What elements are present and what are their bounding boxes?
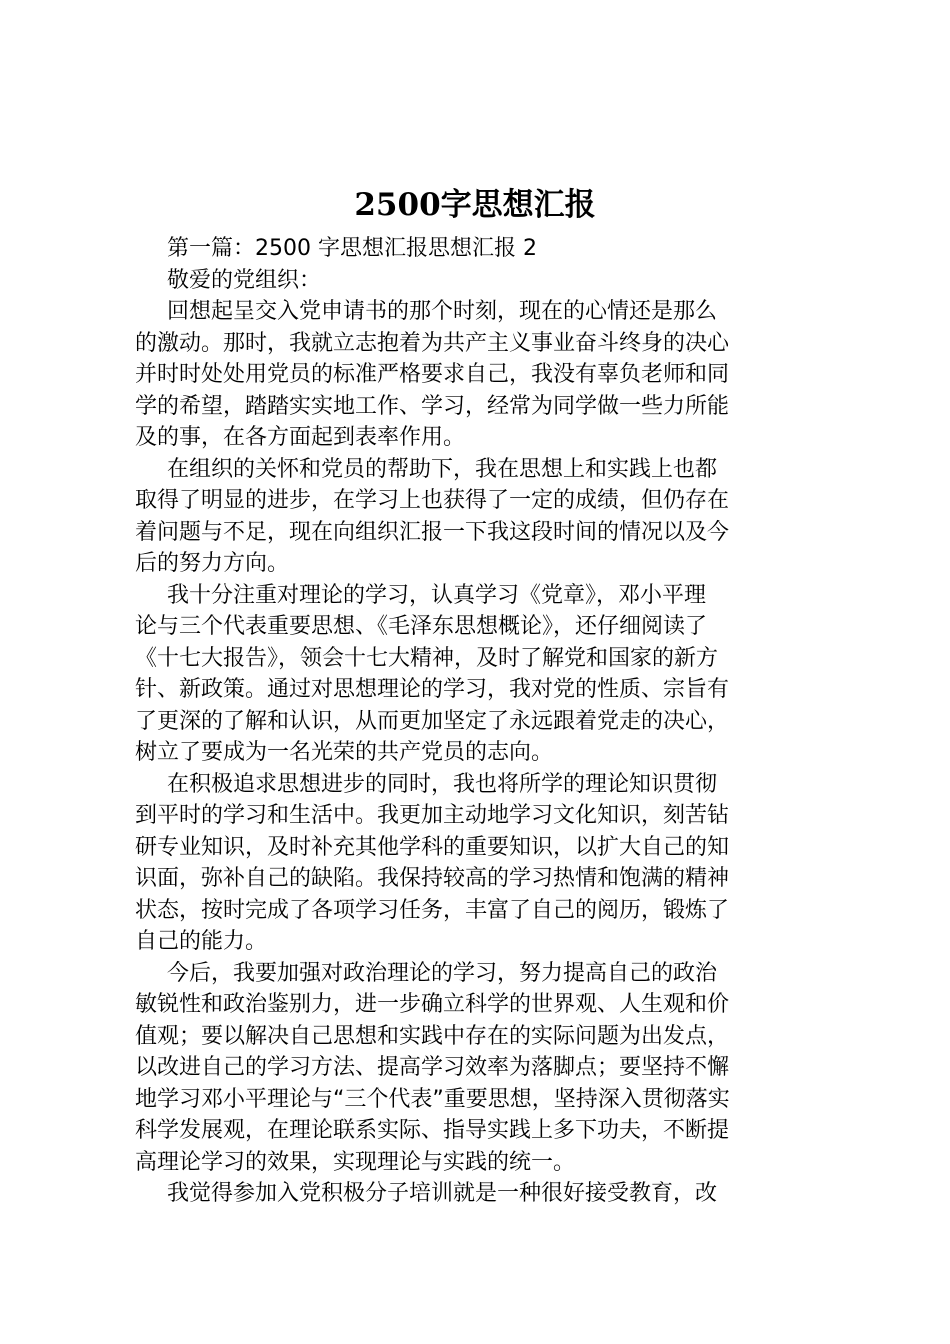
text-line: 敬爱的党组织： xyxy=(167,267,322,293)
text-line: 值观；要以解决自己思想和实践中存在的实际问题为出发点， xyxy=(135,1023,730,1049)
document-title: 2500字思想汇报 xyxy=(354,187,596,223)
text-line: 识面，弥补自己的缺陷。我保持较高的学习热情和饱满的精神 xyxy=(135,866,730,891)
text-line: 树立了要成为一名光荣的共产党员的志向。 xyxy=(135,740,554,765)
text-line: 我十分注重对理论的学习，认真学习《党章》，邓小平理 xyxy=(167,582,707,608)
text-line: 取得了明显的进步，在学习上也获得了一定的成绩，但仍存在 xyxy=(135,488,730,513)
text-line: 在组织的关怀和党员的帮助下，我在思想上和实践上也都 xyxy=(167,456,718,482)
text-line: 针、新政策。通过对思想理论的学习，我对党的性质、宗旨有 xyxy=(135,677,730,702)
text-line: 了更深的了解和认识，从而更加坚定了永远跟着党走的决心， xyxy=(135,708,730,734)
text-line: 到平时的学习和生活中。我更加主动地学习文化知识，刻苦钻 xyxy=(135,803,730,828)
document-body xyxy=(135,233,825,1210)
text-line: 后的努力方向。 xyxy=(135,551,290,576)
text-line: 论与三个代表重要思想、《毛泽东思想概论》，还仔细阅读了 xyxy=(135,614,708,639)
text-line: 第一篇：2500 字思想汇报思想汇报 2 xyxy=(167,236,537,261)
text-line: 敏锐性和政治鉴别力，进一步确立科学的世界观、人生观和价 xyxy=(135,992,730,1017)
text-line: 的激动。那时，我就立志抱着为共产主义事业奋斗终身的决心 xyxy=(135,330,730,356)
text-line: 并时时处处用党员的标准严格要求自己，我没有辜负老师和同 xyxy=(135,362,730,387)
text-line: 今后，我要加强对政治理论的学习，努力提高自己的政治 xyxy=(167,960,718,986)
text-line: 《十七大报告》，领会十七大精神，及时了解党和国家的新方 xyxy=(135,645,719,671)
text-line: 研专业知识，及时补充其他学科的重要知识，以扩大自己的知 xyxy=(135,834,730,860)
text-line: 状态，按时完成了各项学习任务，丰富了自己的阅历，锻炼了 xyxy=(135,897,730,923)
text-line: 科学发展观，在理论联系实际、指导实践上多下功夫，不断提 xyxy=(135,1118,730,1143)
text-line: 我觉得参加入党积极分子培训就是一种很好接受教育，改 xyxy=(167,1181,718,1206)
text-line: 自己的能力。 xyxy=(135,929,268,954)
text-line: 学的希望，踏踏实实地工作、学习，经常为同学做一些力所能 xyxy=(135,393,730,419)
text-line: 在积极追求思想进步的同时，我也将所学的理论知识贯彻 xyxy=(167,771,718,797)
text-line: 高理论学习的效果，实现理论与实践的统一。 xyxy=(135,1149,576,1175)
text-line: 以改进自己的学习方法、提高学习效率为落脚点；要坚持不懈 xyxy=(135,1055,730,1080)
text-line: 着问题与不足，现在向组织汇报一下我这段时间的情况以及今 xyxy=(135,519,730,545)
text-line: 地学习邓小平理论与“三个代表”重要思想，坚持深入贯彻落实 xyxy=(135,1086,730,1112)
text-line: 及的事，在各方面起到表率作用。 xyxy=(135,425,466,450)
text-line: 回想起呈交入党申请书的那个时刻，现在的心情还是那么 xyxy=(167,299,718,324)
